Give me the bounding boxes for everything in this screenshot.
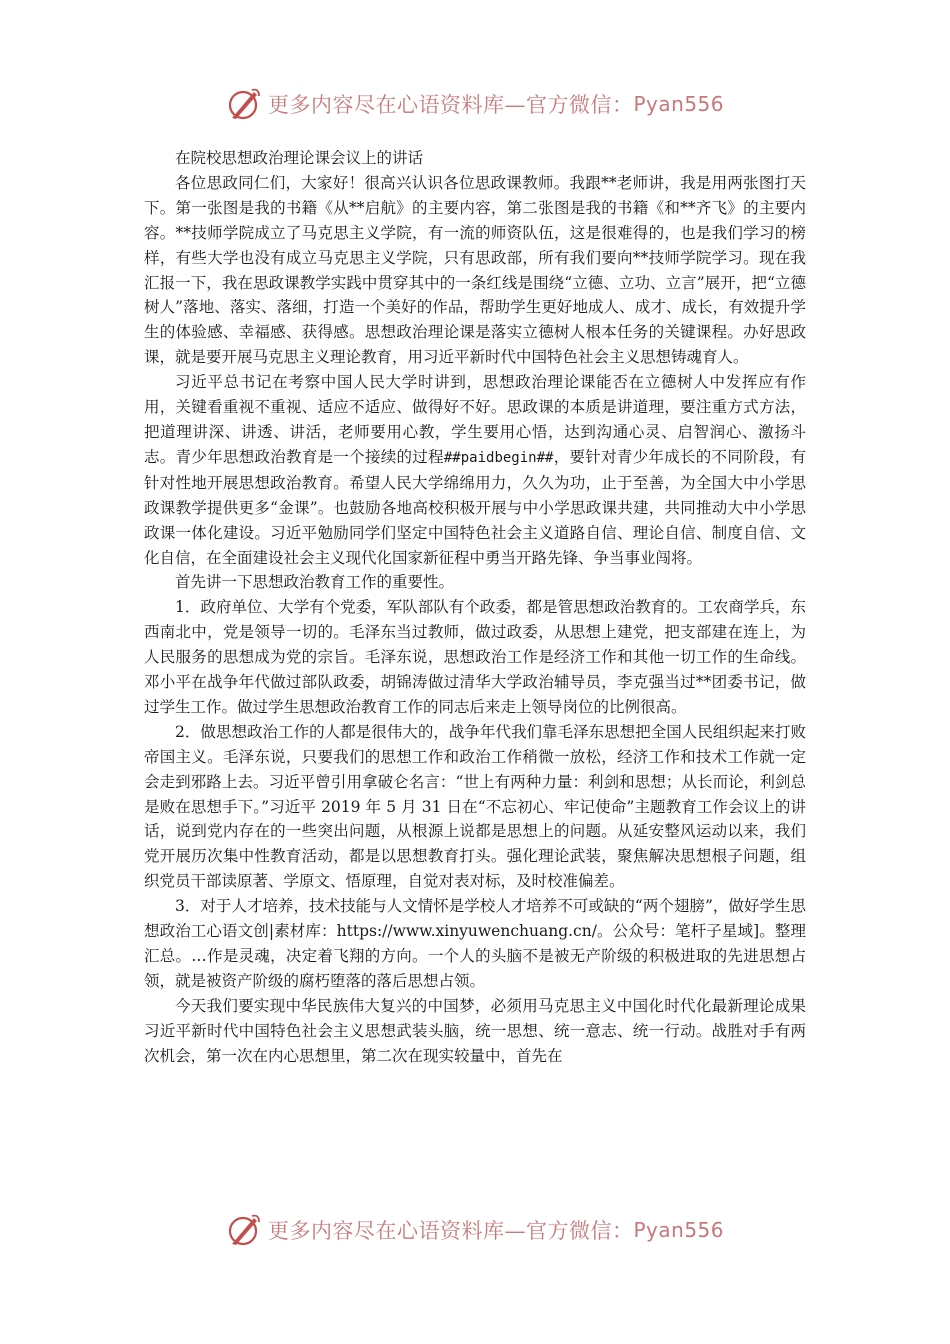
paragraph-1: 各位思政同仁们，大家好！很高兴认识各位思政课教师。我跟**老师讲，我是用两张图打天下。第一张图是我的书籍《从**启航》的主要内容，第二张图是我的书籍《和**齐飞》的主要内容。**技师学院成立了马克思主义学院，有一流的师资队伍，这是很难得的，也是我们学习的榜样，有些大学也没有成立马克思主义学院，只有思政部，所有我们要向**技师学院学习。现在我汇报一下，我在思政课教学实践中贯穿其中的一条红线是围绕“立德、立功、立言”展开，把“立德树人”落地、落实、落细，打造一个美好的作品，帮助学生更好地成人、成才、成长，有效提升学生的体验感、幸福感、获得感。思想政治理论课是落实立德树人根本任务的关键课程。办好思政课，就是要开展马克思主义理论教育，用习近平新时代中国特色社会主义思想铸魂育人。 bbox=[144, 173, 806, 367]
paragraph-4: 1．政府单位、大学有个党委，军队部队有个政委，都是管思想政治教育的。工农商学兵，东西南北中，党是领导一切的。毛泽东当过教师，做过政委，从思想上建党，把支部建在连上，为人民服务的思想成为党的宗旨。毛泽东说，思想政治工作是经济工作和其他一切工作的生命线。邓小平在战争年代做过部队政委，胡锦涛做过清华大学政治辅导员，李克强当过**团委书记，做过学生工作。做过学生思想政治教育工作的同志后来走上领导岗位的比例很高。 bbox=[144, 598, 806, 716]
wechat-id: Pyan556 bbox=[633, 92, 725, 116]
paragraph-2 bbox=[144, 370, 806, 570]
paragraph-6: 3．对于人才培养，技术技能与人文情怀是学校人才培养不可或缺的“两个翅膀”，做好学生思想政治工心语文创|素材库：https://www.xinyuwenchuang.cn/。公众号：笔杆子星域]。整理汇总。…作是灵魂，决定着飞翔的方向。一个人的头脑不是被无产阶级的积极进取的先进思想占领，就是被资产阶级的腐朽堕落的落后思想占领。 bbox=[144, 897, 806, 990]
document-body bbox=[144, 146, 806, 1069]
paragraph-5: 2．做思想政治工作的人都是很伟大的，战争年代我们靠毛泽东思想把全国人民组织起来打败帝国主义。毛泽东说，只要我们的思想工作和政治工作稍微一放松，经济工作和技术工作就一定会走到邪路上去。习近平曾引用拿破仑名言：“世上有两种力量：利剑和思想；从长而论，利剑总是败在思想手下。”习近平 2019 年 5 月 31 日在“不忘初心、牢记使命”主题教育工作会议上的讲话，说到党内存在的一些突出问题，从根源上说都是思想上的问题。从延安整风运动以来，我们党开展历次集中性教育活动，都是以思想教育打头。强化理论武装，聚焦解决思想根子问题，组织党员干部读原著、学原文、悟原理，自觉对表对标，及时校准偏差。 bbox=[144, 722, 806, 891]
document-title: 在院校思想政治理论课会议上的讲话 bbox=[175, 149, 424, 167]
paid-marker: ##paidbegin## bbox=[443, 449, 554, 466]
paragraph-2-text: 习近平总书记在考察中国人民大学时讲到，思想政治理论课能否在立德树人中发挥应有作用，关键看重视不重视、适应不适应、做得好不好。思政课的本质是讲道理，要注重方式方法，把道理讲深、讲透、讲活，老师要用心教，学生要用心悟，达到沟通心灵、启智润心、激扬斗志。青少年思想政治教育是一个接续的过程 bbox=[144, 373, 806, 466]
paragraph-3: 首先讲一下思想政治教育工作的重要性。 bbox=[175, 573, 455, 592]
quill-logo-icon bbox=[226, 86, 262, 122]
footer-banner bbox=[0, 1210, 950, 1250]
paragraph-2-continued: ，要针对青少年成长的不同阶段，有针对性地开展思想政治教育。希望人民大学绵绵用力，久久为功，止于至善，为全国大中小学思政课教学提供更多“金课”。也鼓励各地高校积极开展与中小学思政课共建，共同推动大中小学思政课一体化建设。习近平勉励同学们坚定中国特色社会主义道路自信、理论自信、制度自信、文化自信，在全面建设社会主义现代化国家新征程中勇当开路先锋、争当事业闯将。 bbox=[144, 447, 806, 567]
header-banner bbox=[0, 84, 950, 124]
paragraph-7: 今天我们要实现中华民族伟大复兴的中国梦，必须用马克思主义中国化时代化最新理论成果习近平新时代中国特色社会主义思想武装头脑，统一思想、统一意志、统一行动。战胜对手有两次机会，第一次在内心思想里，第二次在现实较量中，首先在 bbox=[144, 996, 806, 1065]
banner-text: 更多内容尽在心语资料库—官方微信： bbox=[268, 1219, 634, 1243]
banner-text: 更多内容尽在心语资料库—官方微信： bbox=[268, 93, 634, 117]
quill-logo-icon bbox=[226, 1212, 262, 1248]
wechat-id: Pyan556 bbox=[633, 1218, 725, 1242]
